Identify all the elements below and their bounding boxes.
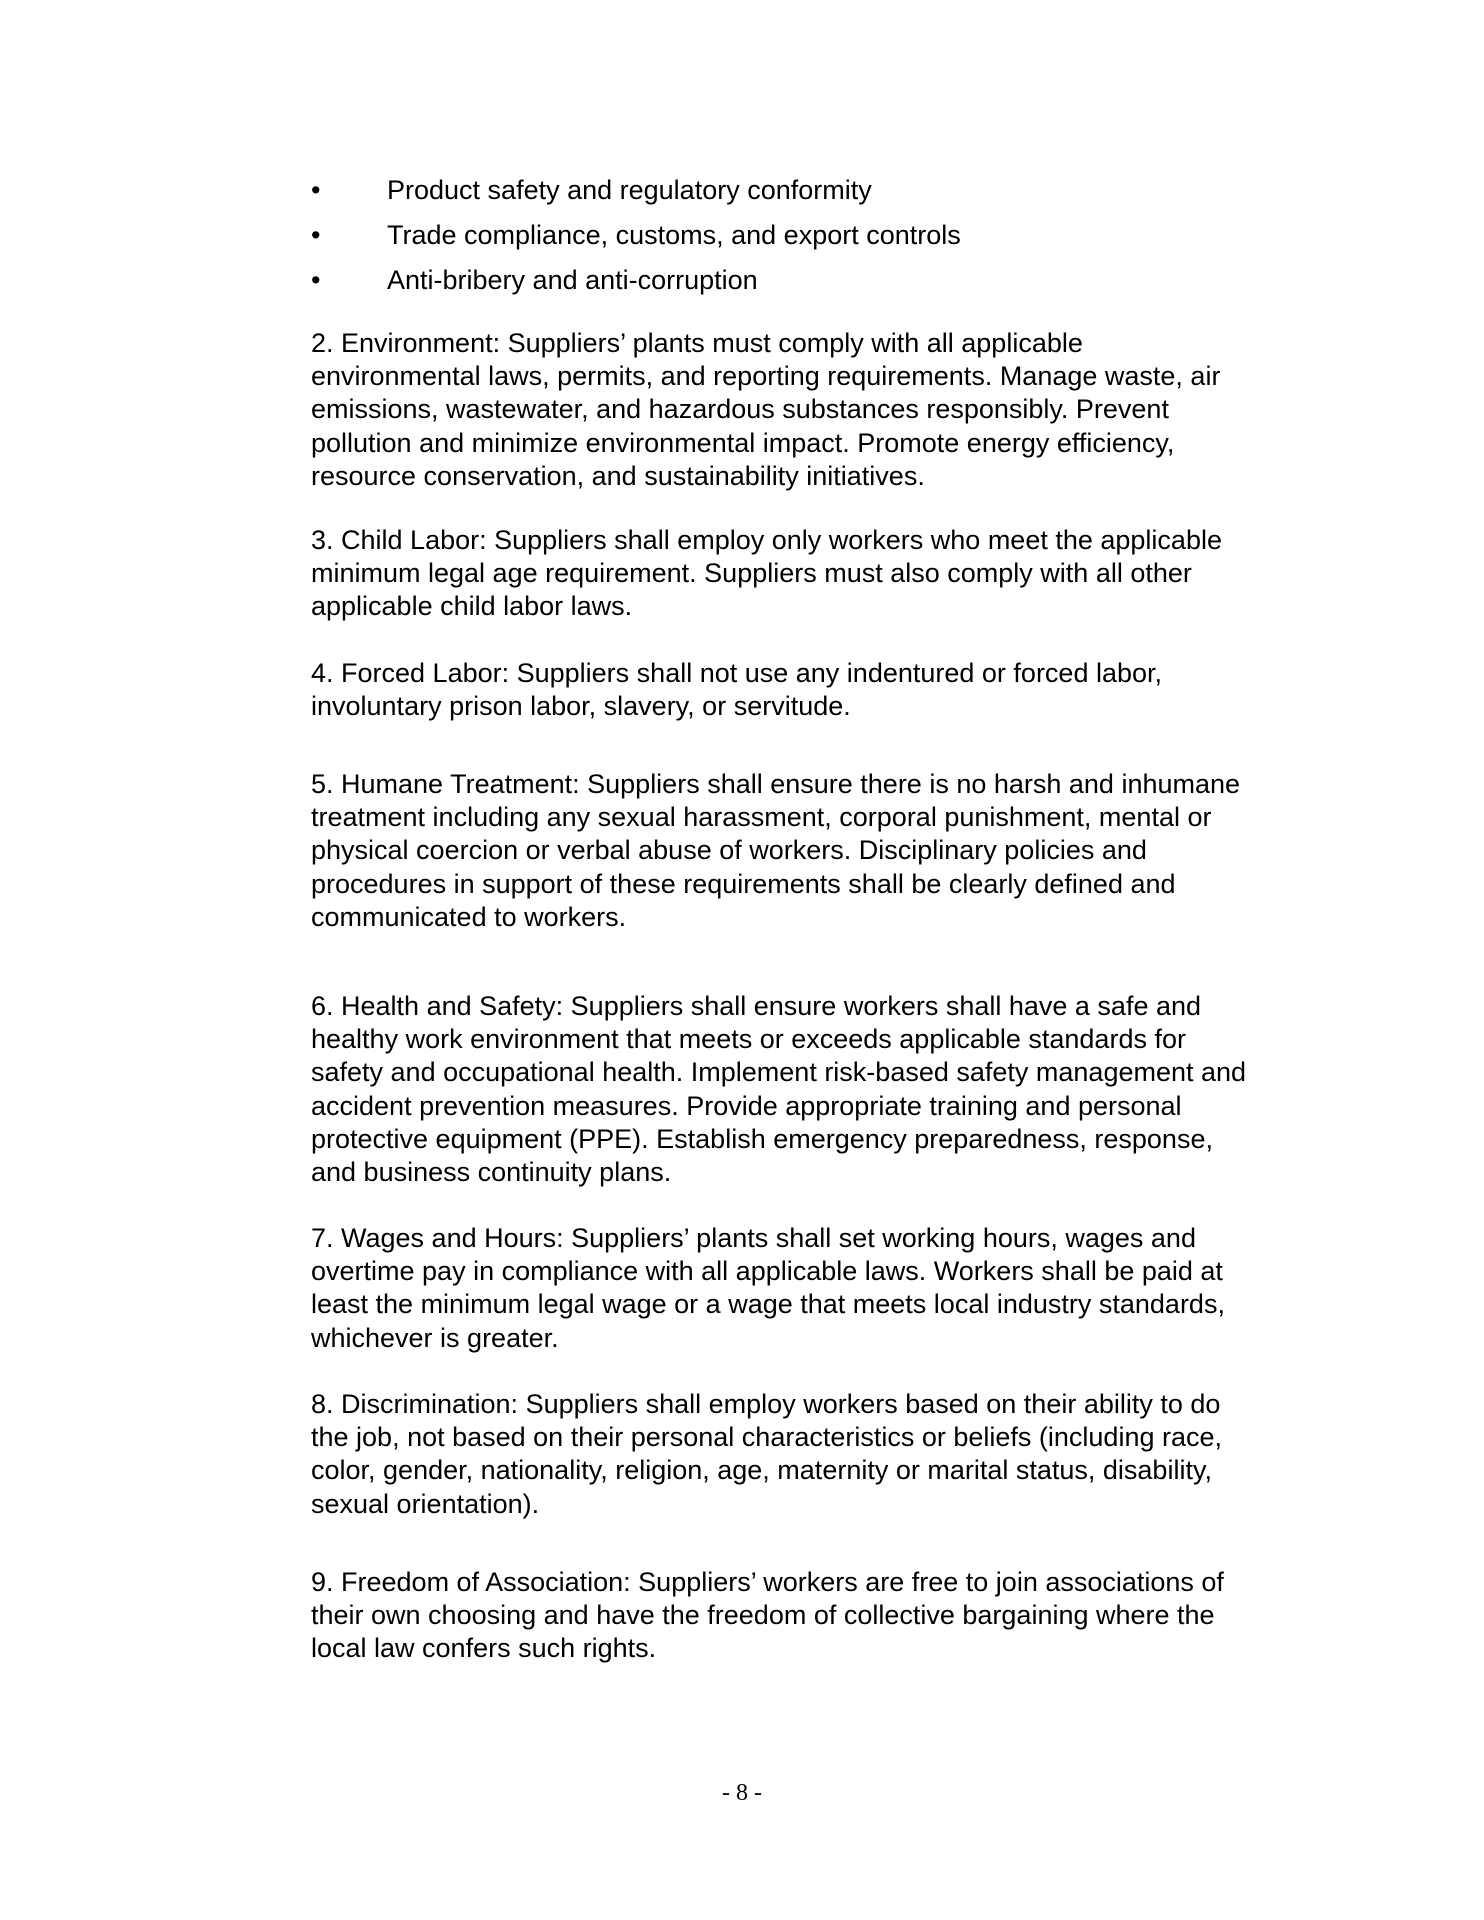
section-discrimination: 8. Discrimination: Suppliers shall employ workers based on their ability to do the job, not based on their personal characteristics or beliefs (including race, color, gender, nationality, religion, age, maternity or marital status, disability, sexual orientation). — [311, 1389, 1222, 1519]
bullet-text: Product safety and regulatory conformity — [387, 175, 872, 205]
bullet-marker: • — [311, 265, 321, 295]
section-health-safety: 6. Health and Safety: Suppliers shall ensure workers shall have a safe and healthy work environment that meets or exceeds applicable standards for safety and occupational health. Implement risk-based safety management and accident prevention measures. Provide appropriate training and personal protective equipment (PPE). Establish emergency preparedness, response, and business continuity plans. — [311, 991, 1247, 1188]
bullet-text: Anti-bribery and anti-corruption — [387, 265, 758, 295]
bullet-text: Trade compliance, customs, and export controls — [387, 220, 961, 250]
bullet-marker: • — [311, 175, 321, 205]
section-environment: 2. Environment: Suppliers’ plants must comply with all applicable environmental laws, permits, and reporting requirements. Manage waste, air emissions, wastewater, and hazardous substances responsibly. Prevent pollution and minimize environmental impact. Promote energy efficiency, resource conservation, and sustainability initiatives. — [311, 328, 1221, 491]
bullet-item — [311, 215, 1251, 260]
section-wages-hours: 7. Wages and Hours: Suppliers’ plants shall set working hours, wages and overtime pay in compliance with all applicable laws. Workers shall be paid at least the minimum legal wage or a wage that meets local industry standards, whichever is greater. — [311, 1223, 1225, 1353]
bullet-item — [311, 170, 1251, 215]
section-humane-treatment: 5. Humane Treatment: Suppliers shall ensure there is no harsh and inhumane treatment including any sexual harassment, corporal punishment, mental or physical coercion or verbal abuse of workers. Disciplinary policies and procedures in support of these requirements shall be clearly defined and communicated to workers. — [311, 769, 1241, 932]
section-freedom-association: 9. Freedom of Association: Suppliers’ workers are free to join associations of their own choosing and have the freedom of collective bargaining where the local law confers such rights. — [311, 1567, 1224, 1664]
section-child-labor: 3. Child Labor: Suppliers shall employ only workers who meet the applicable minimum legal age requirement. Suppliers must also comply with all other applicable child labor laws. — [311, 525, 1222, 622]
section-forced-labor: 4. Forced Labor: Suppliers shall not use any indentured or forced labor, involuntary prison labor, slavery, or servitude. — [311, 658, 1163, 722]
bullet-list — [311, 170, 1251, 305]
bullet-item — [311, 260, 1251, 305]
page-number: - 8 - — [722, 1780, 762, 1806]
bullet-marker: • — [311, 220, 321, 250]
